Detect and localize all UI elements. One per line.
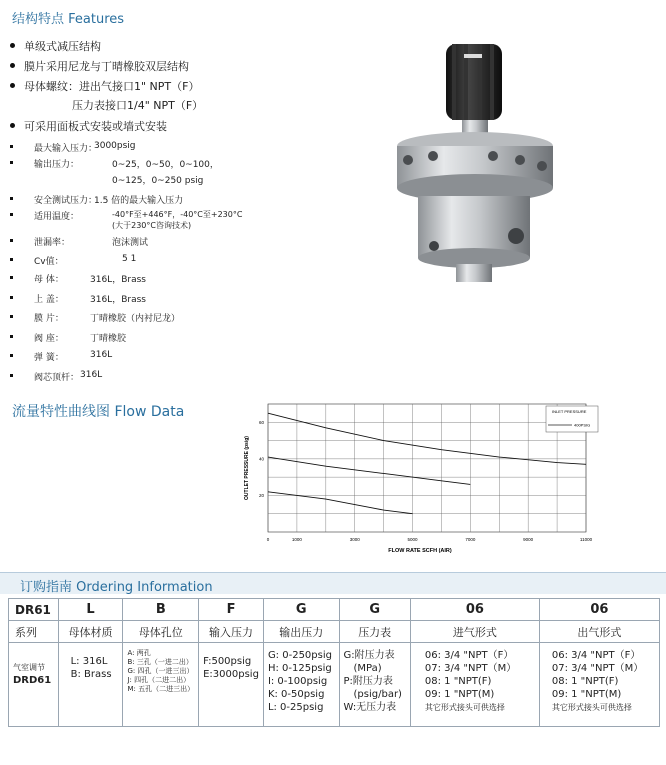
chart-ticks <box>259 420 593 542</box>
code-outlet-form: 06 <box>539 599 659 621</box>
bullet-icon <box>10 123 15 128</box>
chart-series <box>268 413 586 514</box>
flow-chart <box>240 398 600 558</box>
gauge-options: G:附压力表 (MPa) P:附压力表 (psig/bar) W:无压力表 <box>339 643 410 727</box>
y-tick-label: 60 <box>258 419 264 425</box>
table-row <box>9 621 660 643</box>
square-bullet-icon <box>10 354 13 357</box>
hole-options: A: 两孔 B: 三孔（一进二出） G: 四孔（一进三出） J: 四孔（二进二出） M: 五孔（二进三出） <box>123 643 199 727</box>
name-inlet-form: 进气形式 <box>410 621 539 643</box>
square-bullet-icon <box>10 335 13 338</box>
series-line-3 <box>268 492 413 514</box>
flow-data-title: 流量特性曲线图 Flow Data <box>12 404 185 420</box>
x-tick-label: 11000 <box>579 537 593 542</box>
code-holes: B <box>123 599 199 621</box>
table-row <box>9 599 660 621</box>
regulator-product-image <box>388 36 563 291</box>
outlet-pressure-options: G: 0-250psig H: 0-125psig I: 0-100psig K: 0-50psig L: 0-25psig <box>263 643 339 727</box>
outlet-form-options: 06: 3/4 "NPT（F） 07: 3/4 "NPT（M） 08: 1 "NPT(F) 09: 1 "NPT(M) 其它形式接头可供选择 <box>539 643 659 727</box>
ordering-header <box>0 572 666 594</box>
square-bullet-icon <box>10 213 13 216</box>
code-inlet-form: 06 <box>410 599 539 621</box>
square-bullet-icon <box>10 374 13 377</box>
features-title: 结构特点 Features <box>12 12 125 27</box>
chart-x-label: FLOW RATE SCFH (AIR) <box>388 548 452 554</box>
code-inlet-pressure: F <box>199 599 264 621</box>
chart-y-label: OUTLET PRESSURE (psig) <box>244 436 250 500</box>
ordering-title: 订购指南 Ordering Information <box>20 580 213 595</box>
square-bullet-icon <box>10 239 13 242</box>
code-outlet-pressure: G <box>263 599 339 621</box>
model-cell: 气室调节 DRD61 <box>9 643 59 727</box>
name-series: 系列 <box>9 621 59 643</box>
x-tick-label: 3000 <box>349 537 360 542</box>
x-tick-label: 9000 <box>523 537 534 542</box>
inlet-pressure-options: F:500psig E:3000psig <box>199 643 264 727</box>
square-bullet-icon <box>10 315 13 318</box>
code-series: DR61 <box>9 599 59 621</box>
series-line-1 <box>268 413 586 464</box>
name-holes: 母体孔位 <box>123 621 199 643</box>
name-inlet-pressure: 输入压力 <box>199 621 264 643</box>
name-gauge: 压力表 <box>339 621 410 643</box>
inlet-form-options: 06: 3/4 "NPT（F） 07: 3/4 "NPT（M） 08: 1 "NPT(F) 09: 1 "NPT(M) 其它形式接头可供选择 <box>410 643 539 727</box>
name-material: 母体材质 <box>58 621 123 643</box>
x-tick-label: 7000 <box>465 537 476 542</box>
square-bullet-icon <box>10 258 13 261</box>
square-bullet-icon <box>10 296 13 299</box>
bullet-icon <box>10 83 15 88</box>
name-outlet-pressure: 输出压力 <box>263 621 339 643</box>
table-row <box>9 643 660 727</box>
chart-legend-title: INLET PRESSURE <box>552 409 587 414</box>
code-material: L <box>58 599 123 621</box>
y-tick-label: 20 <box>258 492 264 498</box>
bullet-icon <box>10 63 15 68</box>
square-bullet-icon <box>10 197 13 200</box>
name-outlet-form: 出气形式 <box>539 621 659 643</box>
series-line-2 <box>268 457 470 484</box>
x-tick-label: 1000 <box>291 537 302 542</box>
square-bullet-icon <box>10 276 13 279</box>
square-bullet-icon <box>10 161 13 164</box>
code-gauge: G <box>339 599 410 621</box>
material-options: L: 316L B: Brass <box>58 643 123 727</box>
chart-legend-entry: 400PSIG <box>574 422 591 428</box>
square-bullet-icon <box>10 145 13 148</box>
bullet-icon <box>10 43 15 48</box>
y-tick-label: 40 <box>258 456 264 462</box>
x-tick-label: 5000 <box>407 537 418 542</box>
chart-grid <box>268 404 586 532</box>
chart-frame <box>268 404 586 532</box>
ordering-table <box>8 598 660 727</box>
x-tick-label: 0 <box>266 537 270 542</box>
